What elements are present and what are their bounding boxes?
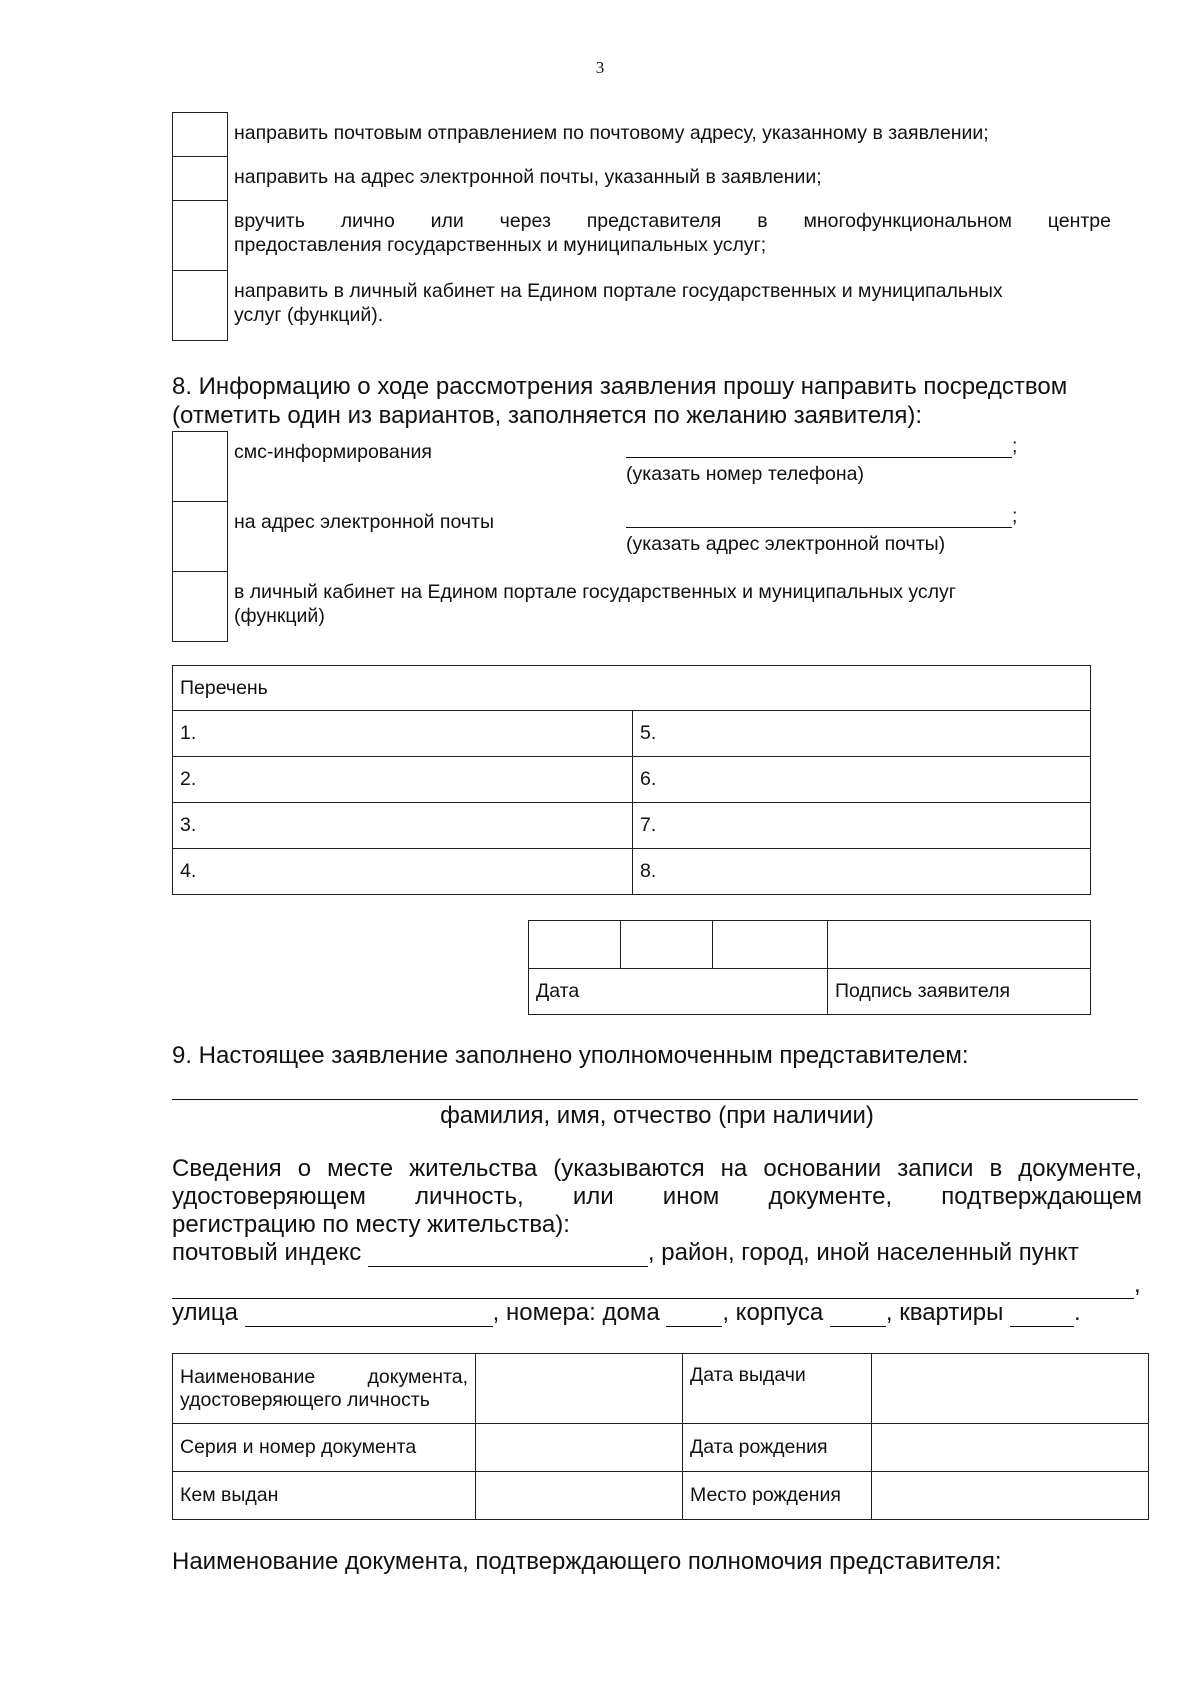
section9-title: 9. Настоящее заявление заполнено уполномоченным представителем:: [172, 1042, 969, 1069]
list-item-7[interactable]: 7.: [633, 803, 1091, 849]
document-list-table: [172, 665, 1091, 895]
birth-date-label: Дата рождения: [683, 1424, 872, 1472]
building-label: , корпуса: [722, 1299, 824, 1326]
house-line[interactable]: [666, 1304, 722, 1327]
checkbox-notify-sms[interactable]: [173, 432, 228, 502]
flat-line[interactable]: [1010, 1304, 1074, 1327]
birth-place-label: Место рождения: [683, 1472, 872, 1520]
street-line[interactable]: [245, 1304, 493, 1327]
series-number-label: Серия и номер документа: [173, 1424, 476, 1472]
list-table-header: Перечень: [173, 666, 1091, 711]
checkbox-notify-email[interactable]: [173, 502, 228, 572]
end-period: .: [1074, 1299, 1081, 1326]
delivery-option-mfc-line2: предоставления государственных и муниципальных услуг;: [234, 233, 767, 256]
district-label: , район, город, иной населенный пункт: [647, 1239, 1079, 1266]
doc-name-value[interactable]: [476, 1354, 683, 1424]
residence-line3: регистрацию по месту жительства):: [172, 1211, 570, 1238]
signature-cell[interactable]: [828, 921, 1091, 969]
list-item-2[interactable]: 2.: [173, 757, 633, 803]
delivery-option-portal: [228, 271, 1112, 341]
delivery-option-mfc: [228, 201, 1112, 271]
postal-index-line[interactable]: [368, 1244, 648, 1267]
issue-date-value[interactable]: [872, 1354, 1149, 1424]
locality-comma: ,: [1134, 1271, 1141, 1298]
date-month-cell[interactable]: [621, 921, 713, 969]
house-label: , номера: дома: [492, 1299, 660, 1326]
series-number-value[interactable]: [476, 1424, 683, 1472]
address-row: [172, 1299, 1142, 1327]
notify-portal-line2: (функций): [234, 604, 325, 627]
residence-line2: удостоверяющем личность, или ином документе, подтверждающем: [172, 1183, 1142, 1210]
email-address-hint: (указать адрес электронной почты): [626, 532, 946, 555]
delivery-option-post: направить почтовым отправлением по почтовому адресу, указанному в заявлении;: [234, 121, 989, 144]
email-address-line[interactable]: [626, 505, 1012, 528]
postal-label: почтовый индекс: [172, 1239, 362, 1266]
issued-by-label: Кем выдан: [173, 1472, 476, 1520]
list-item-3[interactable]: 3.: [173, 803, 633, 849]
residence-block: [172, 1155, 1142, 1327]
list-item-5[interactable]: 5.: [633, 711, 1091, 757]
notify-option-portal: [228, 572, 1112, 642]
phone-line-suffix: ;: [1012, 434, 1018, 457]
issue-date-label: Дата выдачи: [683, 1354, 872, 1424]
section8-title: [172, 372, 1152, 430]
checkbox-delivery-portal[interactable]: [173, 271, 228, 341]
representative-name-hint: фамилия, имя, отчество (при наличии): [440, 1102, 874, 1129]
notify-portal-line1: в личный кабинет на Едином портале государственных и муниципальных услуг: [234, 580, 956, 603]
date-day-cell[interactable]: [529, 921, 621, 969]
delivery-option-email: направить на адрес электронной почты, указанный в заявлении;: [234, 165, 822, 188]
list-item-6[interactable]: 6.: [633, 757, 1091, 803]
issued-by-value[interactable]: [476, 1472, 683, 1520]
email-line-suffix: ;: [1012, 504, 1018, 527]
date-year-cell[interactable]: [713, 921, 828, 969]
phone-number-line[interactable]: [626, 435, 1012, 458]
section8-title-line2: (отметить один из вариантов, заполняется по желанию заявителя):: [172, 402, 923, 429]
representative-name-line[interactable]: [172, 1099, 1138, 1100]
section8-title-line1: 8. Информацию о ходе рассмотрения заявления прошу направить посредством: [172, 373, 1068, 400]
checkbox-delivery-post[interactable]: [173, 113, 228, 157]
building-line[interactable]: [830, 1304, 886, 1327]
list-item-4[interactable]: 4.: [173, 849, 633, 895]
list-item-1[interactable]: 1.: [173, 711, 633, 757]
checkbox-delivery-mfc[interactable]: [173, 201, 228, 271]
delivery-options-table: [172, 112, 1112, 341]
locality-line[interactable]: [172, 1276, 1134, 1299]
notify-sms-label: смс-информирования: [234, 440, 432, 463]
delivery-option-portal-line2: услуг (функций).: [234, 303, 384, 326]
date-label: Дата: [529, 969, 828, 1015]
page-number: 3: [595, 58, 605, 77]
delivery-option-portal-line1: направить в личный кабинет на Едином портале государственных и муниципальных: [234, 279, 1003, 302]
residence-line1: Сведения о месте жительства (указываются на основании записи в документе,: [172, 1155, 1142, 1182]
list-item-8[interactable]: 8.: [633, 849, 1091, 895]
checkbox-notify-portal[interactable]: [173, 572, 228, 642]
street-label: улица: [172, 1299, 238, 1326]
doc-name-line2: удостоверяющего личность: [180, 1388, 430, 1411]
locality-row: [172, 1271, 1142, 1299]
doc-name-line1: Наименование документа,: [180, 1365, 468, 1388]
identity-document-table: [172, 1353, 1149, 1520]
postal-row: [172, 1239, 1142, 1267]
flat-label: , квартиры: [885, 1299, 1004, 1326]
birth-place-value[interactable]: [872, 1472, 1149, 1520]
date-signature-table: [528, 920, 1091, 1015]
notify-option-sms: [228, 432, 1112, 502]
birth-date-value[interactable]: [872, 1424, 1149, 1472]
phone-number-hint: (указать номер телефона): [626, 462, 864, 485]
notification-options-table: [172, 431, 1112, 642]
delivery-option-mfc-line1: вручить лично или через представителя в многофункциональном центре: [234, 209, 1111, 232]
signature-label: Подпись заявителя: [828, 969, 1091, 1015]
representative-doc-label: Наименование документа, подтверждающего полномочия представителя:: [172, 1548, 1002, 1575]
checkbox-delivery-email[interactable]: [173, 157, 228, 201]
notify-option-email: [228, 502, 1112, 572]
doc-name-label: [173, 1354, 476, 1424]
notify-email-label: на адрес электронной почты: [234, 510, 495, 533]
